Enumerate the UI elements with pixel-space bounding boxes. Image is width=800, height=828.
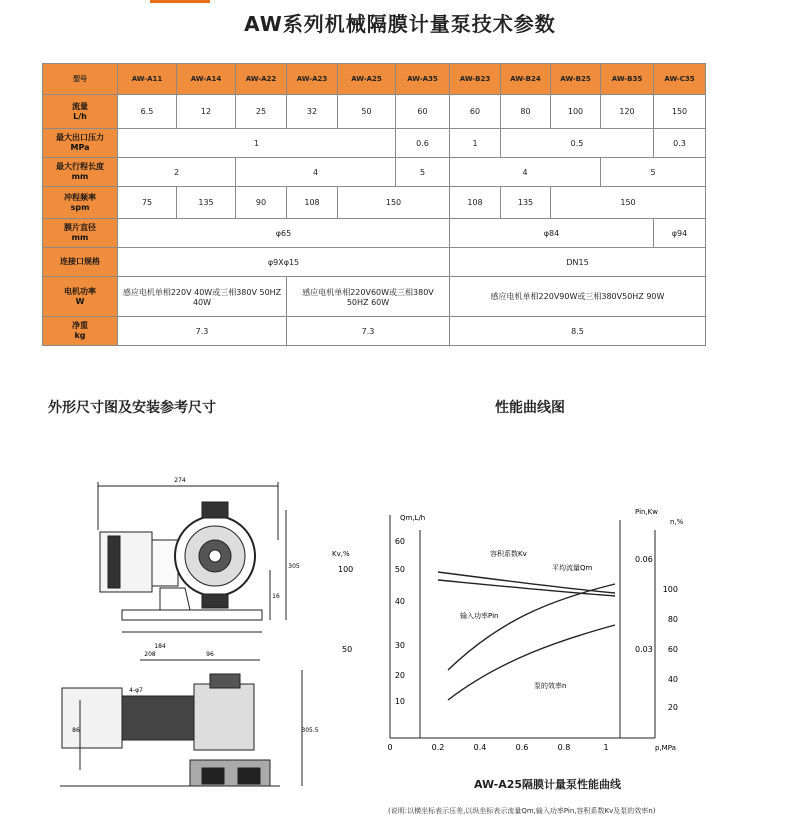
- table-cell: 80: [501, 95, 551, 129]
- q-tick: 30: [394, 641, 405, 650]
- table-cell: 60: [450, 95, 501, 129]
- row-label: 电机功率 W: [43, 277, 118, 317]
- table-row: [43, 95, 706, 129]
- table-cell: 150: [338, 187, 450, 219]
- dim-label: 184: [154, 643, 166, 650]
- table-row: [43, 248, 706, 277]
- table-row: [43, 158, 706, 187]
- header-cell: AW-C35: [654, 64, 706, 95]
- table-cell: 感应电机单相220V60W或三相380V 50HZ 60W: [287, 277, 450, 317]
- pin-tick: 0.03: [635, 645, 653, 654]
- pump-dimension-drawing: [40, 470, 330, 820]
- table-cell: 100: [551, 95, 601, 129]
- p-tick: 0.2: [431, 743, 445, 752]
- q-tick: 60: [394, 537, 405, 546]
- p-tick: 0: [387, 743, 393, 752]
- table-cell: φ84: [450, 219, 654, 248]
- table-row: [43, 129, 706, 158]
- table-cell: 8.5: [450, 317, 706, 346]
- n-tick: 20: [667, 703, 678, 712]
- n-tick: 60: [667, 645, 678, 654]
- row-label: 膜片直径 mm: [43, 219, 118, 248]
- table-row: [43, 219, 706, 248]
- axis-p-label: p,MPa: [655, 744, 676, 752]
- axis-pin-label: Pin,Kw: [635, 508, 658, 516]
- curve-note: (说明:以横坐标表示压差,以纵坐标表示流量Qm,输入功率Pin,容积系数Kv及泵的效率n): [388, 807, 656, 815]
- dim-label: 96: [206, 651, 214, 658]
- table-cell: 4: [236, 158, 396, 187]
- header-cell: AW-B24: [501, 64, 551, 95]
- table-cell: 150: [654, 95, 706, 129]
- row-label: 流量 L/h: [43, 95, 118, 129]
- dim-label: 4-φ7: [129, 687, 143, 694]
- dim-label: 305.5: [301, 727, 319, 734]
- table-cell: 108: [450, 187, 501, 219]
- header-cell: 型号: [43, 64, 118, 95]
- table-cell: 90: [236, 187, 287, 219]
- table-cell: 2: [118, 158, 236, 187]
- row-label: 连接口规格: [43, 248, 118, 277]
- dims-section-title: 外形尺寸图及安装参考尺寸: [48, 400, 216, 416]
- dim-label: 208: [144, 651, 156, 658]
- table-cell: 5: [396, 158, 450, 187]
- pin-tick: 0.06: [635, 555, 653, 564]
- row-label: 最大出口压力 MPa: [43, 129, 118, 158]
- curve-label-pin: 输入功率Pin: [460, 612, 499, 620]
- table-cell: 108: [287, 187, 338, 219]
- table-cell: 12: [177, 95, 236, 129]
- axis-kv-label: Kv,%: [332, 550, 350, 558]
- table-cell: 感应电机单相220V90W或三相380V50HZ 90W: [450, 277, 706, 317]
- header-cell: AW-A14: [177, 64, 236, 95]
- dim-label: 274: [174, 477, 186, 484]
- header-cell: AW-A35: [396, 64, 450, 95]
- n-tick: 80: [667, 615, 678, 624]
- table-cell: 150: [551, 187, 706, 219]
- n-tick: 40: [667, 675, 678, 684]
- q-tick: 20: [394, 671, 405, 680]
- header-cell: AW-A11: [118, 64, 177, 95]
- table-cell: φ9Xφ15: [118, 248, 450, 277]
- axis-q-label: Qm,L/h: [400, 514, 426, 522]
- table-row: [43, 317, 706, 346]
- table-row: [43, 277, 706, 317]
- curve-section-title: 性能曲线图: [495, 400, 565, 416]
- axis-n-label: n,%: [670, 518, 684, 526]
- table-cell: 135: [177, 187, 236, 219]
- kv-tick: 50: [342, 645, 353, 654]
- table-cell: φ65: [118, 219, 450, 248]
- curve-label-qm: 平均流量Qm: [552, 564, 593, 572]
- table-cell: 4: [450, 158, 601, 187]
- top-accent-bar: [150, 0, 210, 3]
- table-row: [43, 64, 706, 95]
- table-cell: 120: [601, 95, 654, 129]
- table-cell: 6.5: [118, 95, 177, 129]
- table-cell: DN15: [450, 248, 706, 277]
- table-cell: 0.5: [501, 129, 654, 158]
- n-tick: 100: [662, 585, 678, 594]
- table-cell: 0.6: [396, 129, 450, 158]
- p-tick: 0.4: [473, 743, 487, 752]
- dim-label: 305: [288, 563, 300, 570]
- curve-label-n: 泵的效率n: [534, 682, 567, 690]
- header-cell: AW-A25: [338, 64, 396, 95]
- table-cell: 50: [338, 95, 396, 129]
- header-cell: AW-B35: [601, 64, 654, 95]
- spec-table: [42, 63, 706, 346]
- curve-title: AW-A25隔膜计量泵性能曲线: [474, 778, 622, 791]
- row-label: 最大行程长度 mm: [43, 158, 118, 187]
- header-cell: AW-B23: [450, 64, 501, 95]
- table-cell: 1: [450, 129, 501, 158]
- page-title: AW系列机械隔膜计量泵技术参数: [244, 12, 556, 36]
- performance-curve-chart: [330, 500, 700, 770]
- header-cell: AW-A23: [287, 64, 338, 95]
- p-tick: 1: [603, 743, 609, 752]
- row-label: 冲程频率 spm: [43, 187, 118, 219]
- dim-label: 16: [272, 593, 280, 600]
- dim-label: 86: [72, 727, 80, 734]
- table-cell: φ94: [654, 219, 706, 248]
- table-cell: 32: [287, 95, 338, 129]
- p-tick: 0.6: [515, 743, 529, 752]
- curve-label-kv: 容积系数Kv: [490, 550, 527, 558]
- table-cell: 75: [118, 187, 177, 219]
- header-cell: AW-A22: [236, 64, 287, 95]
- q-tick: 50: [394, 565, 405, 574]
- q-tick: 40: [394, 597, 405, 606]
- q-tick: 10: [394, 697, 405, 706]
- kv-tick: 100: [338, 565, 354, 574]
- table-cell: 60: [396, 95, 450, 129]
- table-cell: 1: [118, 129, 396, 158]
- table-cell: 感应电机单相220V 40W或三相380V 50HZ 40W: [118, 277, 287, 317]
- header-cell: AW-B25: [551, 64, 601, 95]
- p-tick: 0.8: [557, 743, 571, 752]
- table-row: [43, 187, 706, 219]
- table-cell: 7.3: [118, 317, 287, 346]
- table-cell: 0.3: [654, 129, 706, 158]
- row-label: 净重 kg: [43, 317, 118, 346]
- table-cell: 135: [501, 187, 551, 219]
- table-cell: 25: [236, 95, 287, 129]
- table-cell: 7.3: [287, 317, 450, 346]
- table-cell: 5: [601, 158, 706, 187]
